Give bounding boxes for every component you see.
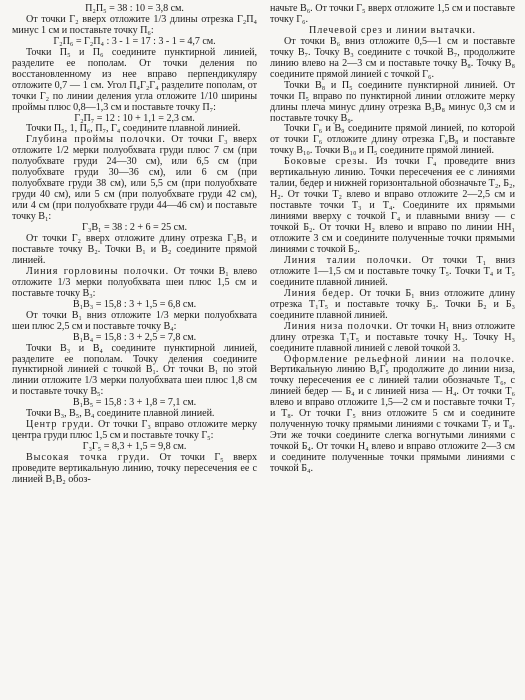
section-heading: Линия бедер. — [284, 287, 355, 299]
section-paragraph — [270, 289, 515, 322]
section-paragraph — [12, 420, 257, 442]
section-heading: Оформление рельефной линии на полочке. — [284, 353, 515, 365]
section-heading: Центр груди. — [26, 419, 95, 431]
section-heading: Высокая точка груди. — [26, 452, 151, 464]
section-text: От точки В₁ влево отложите 1/3 мерки полуобхвата шеи плюс 1,5 см и поставьте точку В₃: — [12, 265, 257, 299]
section-heading: Плечевой срез и линии вытачки. — [308, 24, 476, 36]
body-paragraph: Точки В₃ и В₄ соедините пунктирной линией, разделите ее пополам. Точку деления соедините пунктирной линией с точкой В₁. От точки В₁ по этой линии отложите 1/3 мерки полуобхвата шеи плюс 1,8 см и поставьте точку В₅: — [12, 342, 257, 398]
section-text: От точки Г₃ вправо отложите мерку центра груди плюс 1,5 см и поставьте точку Г₅: — [12, 419, 257, 442]
body-paragraph: От точки Г₂ вверх отложите 1/3 длины отрезка Г₂П₄ минус 1 см и поставьте точку П₆: — [12, 13, 257, 36]
section-paragraph — [270, 256, 515, 289]
body-paragraph: От точки В₁ вниз отложите 1/3 мерки полуобхвата шеи плюс 2,5 см и поставьте точку В₄: — [12, 309, 257, 332]
section-heading: Линия низа полочки. — [284, 320, 393, 332]
formula-line: Г₃В₁ = 38 : 2 + 6 = 25 см. — [82, 222, 187, 234]
section-paragraph — [12, 267, 257, 300]
section-paragraph — [12, 453, 257, 486]
formula-line: Г₂П₇ = 12 : 10 + 1,1 = 2,3 см. — [74, 112, 195, 124]
section-text: Вертикальную линию В₆Г₅ продолжите до линии низа, точку пересечения ее с линией талии обозначьте Т₆, с линией бедер — Б₄ и с линией низа — Н₄. От точки Т₆ влево и вправо отложите 1,5—2 см и поставьте точки Т₇ и Т₈. От точки Г₅ вниз отложите 5 см и соедините полученную точку прямыми линиями с точками Т₇ и Т₈. Эти же точки соедините слегка вогнутыми линиями с точкой Б₄. От точки Н₄ влево и вправо отложите 2—3 см и соедините полученные точки прямыми линиями с точкой Б₄. — [270, 364, 515, 475]
formula-line: В₁В₅ = 15,8 : 3 + 1,8 = 7,1 см. — [72, 397, 197, 409]
body-paragraph: От точки Г₂ вверх отложите длину отрезка Г₃В₁ и поставьте точку В₂. Точки В₁ и В₂ соедините прямой линией. — [12, 233, 257, 266]
body-paragraph: Точки П₅ и П₆ соедините пунктирной линией, разделите ее пополам. От точки деления по восстановленному из нее вправо перпендикуляру отложите 0,7 — 1 см. Угол П₄Г₂Г₄ разделите пополам, от точки Г₂ по линии деления угла отложите 1/10 ширины проймы плюс 0,8—1,3 см и поставьте точку П₇: — [12, 46, 257, 113]
section-text: От точки Г₃ вверх отложите 1/2 мерки полуобхвата груди плюс 7 см (при полуобхвате груди 24—30 см), или 6,5 см (при полуобхвате груди 30—36 см), или 6 см (при полуобхвате груди 38 см), или 5,5 см (при полуобхвате груди 40 см), или 5 см (при полуобхвате груди 42 см), или 4 см (при полуобхвате груди 44—46 см) и поставьте точку В₁: — [12, 134, 257, 223]
section-heading: Линия горловины полочки. — [26, 265, 170, 277]
body-paragraph: Точки Г₆ и В₉ соедините прямой линией, по которой от точки Г₆ отложите длину отрезка Г₆В₈ и поставьте точку В₁₀. Точки В₁₀ и П₅ соедините прямой линией. — [270, 123, 515, 157]
section-text: От точки Г₅ вверх проведите вертикальную линию, точку пересечения ее с линией В₁В₂ обоз- — [12, 452, 257, 485]
formula-line: В₁В₃ = 15,8 : 3 + 1,5 = 6,8 см. — [72, 298, 197, 310]
right-text-column — [270, 4, 515, 700]
section-paragraph — [270, 157, 515, 256]
body-paragraph: Точки В₃, В₅, В₄ соедините плавной линией. — [26, 408, 215, 420]
section-heading: Линия талии полочки. — [284, 254, 413, 266]
section-paragraph — [270, 322, 515, 355]
formula-line: В₁В₄ = 15,8 : 3 + 2,5 = 7,8 см. — [72, 331, 197, 343]
section-paragraph — [270, 355, 515, 475]
section-text: От точки Н₁ вниз отложите длину отрезка Т₁Т₅ и поставьте точку Н₃. Точку Н₃ соедините плавной линией с левой точкой 3. — [270, 320, 515, 354]
section-text: От точки Т₁ вниз отложите 1—1,5 см и поставьте точку Т₅. Точки Т₄ и Т₅ соедините плавной линией. — [270, 254, 515, 288]
left-text-column — [12, 4, 257, 700]
continued-paragraph: начьте В₆. От точки Г₅ вверх отложите 1,5 см и поставьте точку Г₆. — [270, 4, 515, 25]
section-heading: Глубина проймы полочки. — [26, 134, 166, 146]
section-text: Из точки Г₄ проведите вниз вертикальную линию. Точки пересечения ее с линиями талии, бедер и нижней горизонтальной обозначьте Т₂, Б₂, Н₂. От точки Т₂ влево и вправо отложите 2—2,5 см и поставьте точки Т₃ и Т₄. Соедините их прямыми линиями вверху с точкой Г₄ и плавными внизу — с точкой Б₂. От точки Н₂ влево и вправо по линии НН₁ отложите 3 см и соедините полученные точки прямыми линиями с точкой Б₂. — [270, 156, 515, 255]
section-text: От точки Б₁ вниз отложите длину отрезка Т₁Т₅ и поставьте точку Б₃. Точки Б₂ и Б₃ соедините плавной линией. — [270, 287, 515, 321]
formula-line: П₂П₅ = 38 : 10 = 3,8 см. — [85, 4, 184, 14]
section-paragraph — [12, 135, 257, 223]
body-paragraph: Точки П₅, 1, П₆, П₇, Г₄ соедините плавной линией. — [26, 123, 241, 135]
body-paragraph: От точки В₆ вниз отложите 0,5—1 см и поставьте точку В₇. Точку В₃ соедините с точкой В₇, продолжите линию влево на 2—3 см и поставьте точку В₈. Точку В₈ соедините прямой линией с точкой Г₆. — [270, 35, 515, 80]
body-paragraph: Точки В₈ и П₅ соедините пунктирной линией. От точки П₅ вправо по пунктирной линии отложите мерку длины плеча минус длину отрезка В₃В₈ минус 0,3 см и поставьте точку В₉. — [270, 79, 515, 124]
formula-line: Г₂П₆ = Г₂П₄ : 3 - 1 = 17 : 3 - 1 = 4,7 см. — [53, 35, 216, 47]
section-heading: Боковые срезы. — [284, 156, 369, 168]
formula-line: Г₃Г₅ = 8,3 + 1,5 = 9,8 см. — [82, 441, 187, 453]
